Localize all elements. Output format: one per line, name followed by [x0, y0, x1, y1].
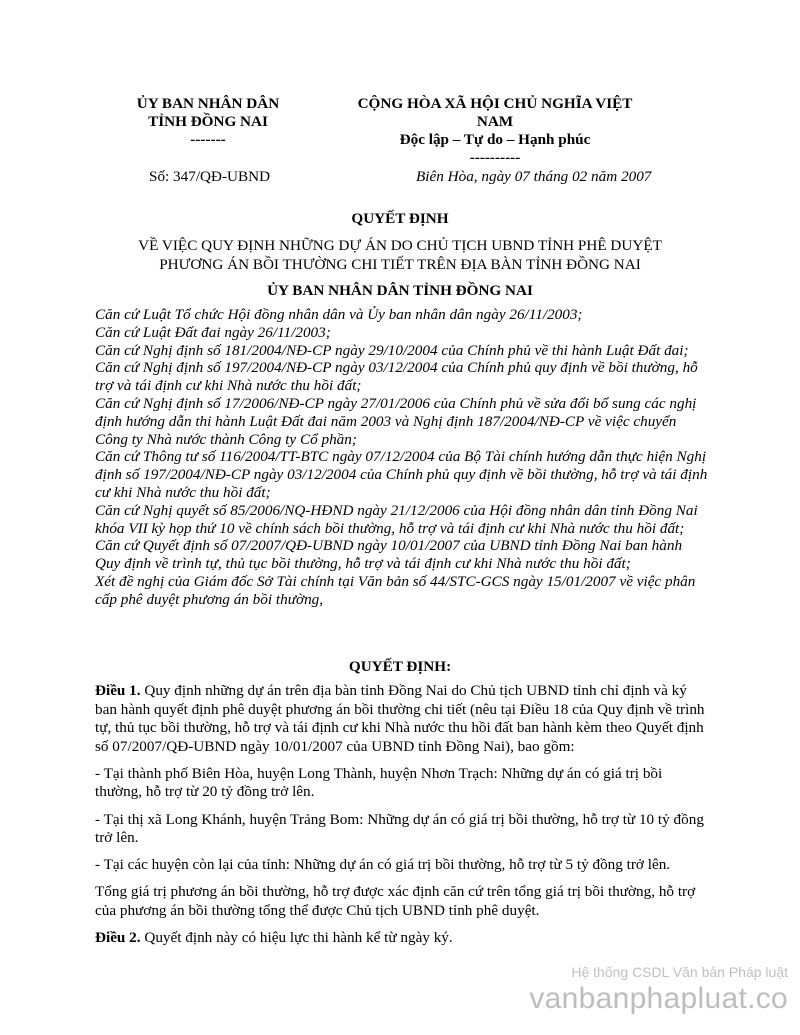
article-1-label: Điều 1. — [95, 682, 141, 699]
article-1-item: - Tại thành phố Biên Hòa, huyện Long Thành, huyện Nhơn Trạch: Những dự án có giá trị bồi thường, hỗ trợ từ 20 tỷ đồng trở lên. — [95, 764, 663, 801]
national-motto-block — [345, 95, 645, 167]
article-2-text: Quyết định này có hiệu lực thi hành kể từ ngày ký. — [140, 929, 453, 947]
issuer-separator: ------- — [190, 131, 226, 148]
decision-body — [95, 682, 710, 956]
legal-basis-item: Căn cứ Luật Tổ chức Hội đồng nhân dân và Ủy ban nhân dân ngày 26/11/2003; — [95, 306, 583, 323]
legal-basis-item: Căn cứ Nghị định số 181/2004/NĐ-CP ngày 29/10/2004 của Chính phủ về thi hành Luật Đất đai; — [95, 341, 689, 359]
motto-separator: ---------- — [469, 149, 521, 166]
country-name-line-2: NAM — [476, 113, 514, 130]
decision-heading: QUYẾT ĐỊNH: — [348, 658, 452, 675]
watermark-line-1: Hệ thống CSDL Văn bản Pháp luật — [571, 964, 788, 980]
issuer-block — [108, 95, 308, 149]
issuing-authority: ỦY BAN NHÂN DÂN TỈNH ĐỒNG NAI — [267, 282, 533, 299]
legal-basis-item: Căn cứ Thông tư số 116/2004/TT-BTC ngày 07/12/2004 của Bộ Tài chính hướng dẫn thực hiện Nghị định số 197/2004/NĐ-CP ngày 03/12/2004 của Chính phủ quy định về bồi thường, hỗ trợ và tái định cư khi Nhà nước thu hồi đất; — [95, 448, 708, 501]
article-1-item: - Tại các huyện còn lại của tỉnh: Những dự án có giá trị bồi thường, hỗ trợ từ 5 tỷ đồng trở lên. — [95, 856, 671, 874]
country-name-line-1: CỘNG HÒA XÃ HỘI CHỦ NGHĨA VIỆT — [357, 95, 633, 112]
issuer-line-1: ỦY BAN NHÂN DÂN — [136, 95, 280, 112]
article-1-item: - Tại thị xã Long Khánh, huyện Trảng Bom: Những dự án có giá trị bồi thường, hỗ trợ từ 10 tỷ đồng trở lên. — [95, 810, 704, 847]
article-2 — [95, 929, 710, 948]
legal-basis-item: Căn cứ Luật Đất đai ngày 26/11/2003; — [95, 323, 331, 341]
legal-basis-item: Căn cứ Nghị định số 17/2006/NĐ-CP ngày 27/01/2006 của Chính phủ về sửa đổi bổ sung các nghị định hướng dẫn thi hành Luật Đất đai năm 2003 và Nghị định 187/2004/NĐ-CP về việc chuyển Công ty Nhà nước thành Công ty Cổ phần; — [95, 394, 697, 448]
issuer-line-2: TỈNH ĐỒNG NAI — [148, 113, 268, 130]
article-1-closing: Tổng giá trị phương án bồi thường, hỗ trợ được xác định căn cứ trên tổng giá trị bồi thường, hỗ trợ của phương án bồi thường tổng thể được Chủ tịch UBND tỉnh phê duyệt. — [95, 883, 696, 919]
subject-line-2: PHƯƠNG ÁN BỒI THƯỜNG CHI TIẾT TRÊN ĐỊA BÀN TỈNH ĐỒNG NAI — [159, 256, 641, 273]
legal-basis-item: Căn cứ Nghị định số 197/2004/NĐ-CP ngày 03/12/2004 của Chính phủ quy định về bồi thường, hỗ trợ và tái định cư khi Nhà nước thu hồi đất; — [95, 359, 698, 395]
article-2-label: Điều 2. — [95, 929, 141, 947]
article-1 — [95, 682, 710, 756]
subject-line-1: VỀ VIỆC QUY ĐỊNH NHỮNG DỰ ÁN DO CHỦ TỊCH UBND TỈNH PHÊ DUYỆT — [138, 237, 662, 254]
article-1-text: Quy định những dự án trên địa bàn tỉnh Đồng Nai do Chủ tịch UBND tỉnh chỉ định và ký ban hành quyết định phê duyệt phương án bồi thường chi tiết (nêu tại Điều 18 của Quy định về trình tự, thủ tục bồi thường, hỗ trợ và tái định cư khi Nhà nước thu hồi đất ban hành kèm theo Quyết định số 07/2007/QĐ-UBND ngày 10/01/2007 của UBND tỉnh Đồng Nai), bao gồm: — [95, 682, 705, 755]
place-date: Biên Hòa, ngày 07 tháng 02 năm 2007 — [416, 168, 652, 185]
legal-basis-item: Căn cứ Quyết định số 07/2007/QĐ-UBND ngày 10/01/2007 của UBND tỉnh Đồng Nai ban hành Quy định về trình tự, thủ tục bồi thường, hỗ trợ và tái định cư khi Nhà nước thu hồi đất; — [95, 537, 683, 573]
document-subject — [100, 236, 700, 274]
legal-basis-item: Xét đề nghị của Giám đốc Sở Tài chính tại Văn bản số 44/STC-GCS ngày 15/01/2007 về việc phân cấp phê duyệt phương án bồi thường, — [95, 572, 696, 608]
legal-bases — [95, 306, 710, 609]
watermark-line-2: vanbanphapluat.co — [529, 982, 788, 1015]
document-number: Số: 347/QĐ-UBND — [149, 168, 271, 185]
document-title: QUYẾT ĐỊNH — [351, 210, 449, 227]
legal-basis-item: Căn cứ Nghị quyết số 85/2006/NQ-HĐND ngày 21/12/2006 của Hội đồng nhân dân tỉnh Đồng Nai khóa VII kỳ họp thứ 10 về chính sách bồi thường, hỗ trợ và tái định cư khi Nhà nước thu hồi đất; — [95, 501, 698, 537]
watermark — [529, 963, 788, 1017]
motto: Độc lập – Tự do – Hạnh phúc — [399, 131, 591, 148]
